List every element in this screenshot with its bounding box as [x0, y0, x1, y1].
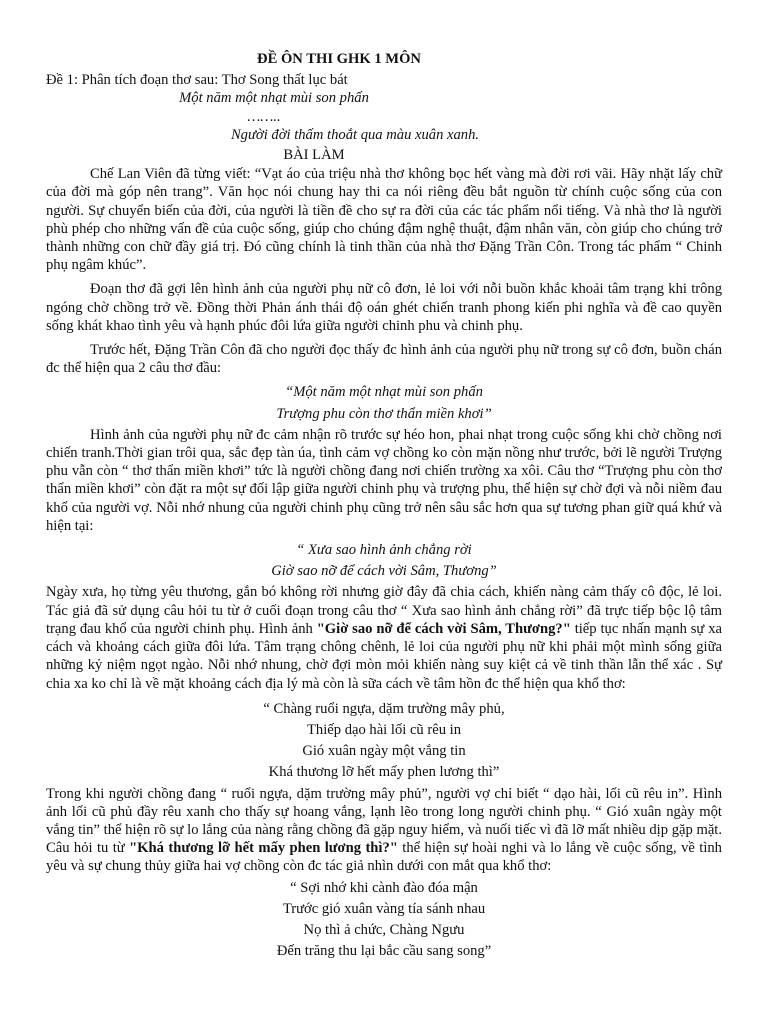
verse-line: “ Chàng ruổi ngựa, dặm trường mây phủ,	[263, 700, 505, 717]
verse-line: Trước gió xuân vàng tía sánh nhau	[282, 900, 486, 917]
quoted-line: Một năm một nhạt mùi son phấn	[179, 90, 369, 107]
text-span: Trong khi người chồng đang “ ruổi ngựa, dặm trường mây phủ”, người vợ chỉ biết “ dạo hài, lối cũ rêu in”. Hình ảnh lối cũ phủ đầy rêu xanh cho thấy sự hoang vắng, lạnh lẽo trong long người chinh phụ. “ Gió xuân ngày một vắng tin” thể hiện rõ sự lo lắng của nàng rằng chồng đã gặp nguy hiểm, và nuối tiếc vì đã lỡ mất nhiều dịp gặp mặt. Câu hỏi tu từ	[46, 785, 722, 857]
paragraph: Đoạn thơ đã gợi lên hình ảnh của người phụ nữ cô đơn, lẻ loi với nỗi buồn khắc khoải tâm trạng khi trông ngóng chờ chồng trở về. Đồng thời Phản ánh thái độ oán ghét chiến tranh phong kiến phi nghĩa và đề cao quyền sống khát khao tình yêu và hạnh phúc đôi lứa giữa người chinh phu và chinh phụ.	[46, 281, 722, 334]
paragraph	[46, 785, 722, 876]
bold-quote: "Khá thương lỡ hết mấy phen lương thì?"	[129, 840, 398, 857]
verse-line: “ Xưa sao hình ảnh chẳng rời	[296, 542, 472, 559]
verse-line: “Một năm một nhạt mùi son phấn	[285, 384, 483, 401]
paragraph	[46, 583, 722, 692]
document-page	[46, 50, 722, 963]
verse-block	[46, 879, 722, 961]
verse-line: Nọ thì ả chức, Chàng Ngưu	[303, 921, 465, 938]
paragraph: Chế Lan Viên đã từng viết: “Vạt áo của triệu nhà thơ không bọc hết vàng mà đời rơi vãi. Hãy nhặt lấy chữ của đời mà góp nên trang”. Văn học nói chung hay thi ca nói riêng đều bắt nguồn từ chính cuộc sống của con người. Sự chuyển biến của đời, của người là tiền đề cho sự ra đời của các tác phẩm nổi tiếng. Và nhà thơ là người phù phép cho những vấn đề của cuộc sống, giúp cho chúng đậm nghệ thuật, đậm nhân văn, còn giúp cho chúng trở thành những con chữ đầy giá trị. Đó cũng chính là tinh thần của nhà thơ Đặng Trần Côn. Trong tác phẩm “ Chinh phụ ngâm khúc”.	[46, 166, 722, 274]
verse-block	[46, 700, 722, 782]
quoted-line: Người đời thấm thoắt qua màu xuân xanh.	[230, 126, 480, 143]
verse-line: Giờ sao nỡ để cách vời Sâm, Thương”	[271, 563, 497, 580]
verse-line: “ Sợi nhớ khi cành đào đóa mận	[290, 879, 478, 896]
verse-line: Đến trăng thu lại bắc cầu sang song”	[276, 943, 492, 960]
verse-line: Khá thương lỡ hết mấy phen lương thì”	[268, 764, 500, 781]
exam-prompt: Đề 1: Phân tích đoạn thơ sau: Thơ Song thất lục bát	[46, 72, 348, 89]
verse-line: Gió xuân ngày một vắng tin	[302, 743, 466, 760]
ellipsis-line: ……..	[247, 108, 281, 125]
verse-block	[46, 383, 722, 422]
document-title: ĐỀ ÔN THI GHK 1 MÔN	[257, 51, 421, 67]
verse-block	[46, 541, 722, 580]
section-heading: BÀI LÀM	[283, 147, 345, 164]
bold-quote: "Giờ sao nỡ để cách vời Sâm, Thương?"	[316, 620, 571, 637]
verse-line: Thiếp dạo hài lối cũ rêu in	[307, 721, 461, 738]
paragraph: Hình ảnh của người phụ nữ đc cảm nhận rõ trước sự héo hon, phai nhạt trong cuộc sống khi chờ chồng nơi chiến tranh.Thời gian trôi qua, sắc đẹp tàn úa, tình cảm vợ chồng ko còn mặn nồng như trước, bởi lẽ người Trượng phu vẫn còn “ thơ thẩn miền khơi” tức là người chồng đang nơi chiến trường xa xôi. Câu thơ “Trượng phu còn thơ thẩn miền khơi” còn đặt ra một sự đối lập giữa người chinh phụ và trượng phu, thể hiện sự chờ đợi và nỗi niềm đau khổ của người vợ. Nỗi nhớ nhung của người chinh phụ cũng trở nên sâu sắc hơn qua sự tương phan giữ quá khứ và hiện tại:	[46, 426, 722, 534]
verse-line: Trượng phu còn thơ thẩn miền khơi”	[276, 405, 492, 422]
text-span: tiếp tục nhấn mạnh sự xa cách và khoảng cách giữa đôi lứa. Tâm trạng chông chênh, lẻ loi của người phụ nữ khi phải một mình sống giữa những kỷ niệm ngọt ngào. Nỗi nhớ nhung, chờ đợi mòn mỏi khiến nàng suy kiệt cả về tinh thần lẫn thể xác . Sự chia xa ko chỉ là về mặt khoảng cách địa lý mà còn là sữa cách về tâm hồn đc thể hiện qua khổ thơ:	[46, 620, 723, 692]
text-span: Ngày xưa, họ từng yêu thương, gắn bó không rời nhưng giờ đây đã chia cách, khiến nàng cảm thấy cô độc, lẻ loi. Tác giả đã sử dụng câu hỏi tu từ ở cuối đoạn trong câu thơ “ Xưa sao hình ảnh chẳng rời” đã trực tiếp bộc lộ tâm trạng đau khổ của người chinh phụ. Hình ảnh	[46, 584, 722, 637]
paragraph: Trước hết, Đặng Trần Côn đã cho người đọc thấy đc hình ảnh của người phụ nữ trong sự cô đơn, buồn chán đc thể hiện qua 2 câu thơ đầu:	[46, 342, 722, 377]
text-span: thể hiện sự hoài nghi và lo lắng về cuộc sống, về tình yêu và sự chung thủy giữa hai vợ chồng còn đc tác giả nhìn dưới con mắt qua khổ thơ:	[46, 840, 722, 875]
